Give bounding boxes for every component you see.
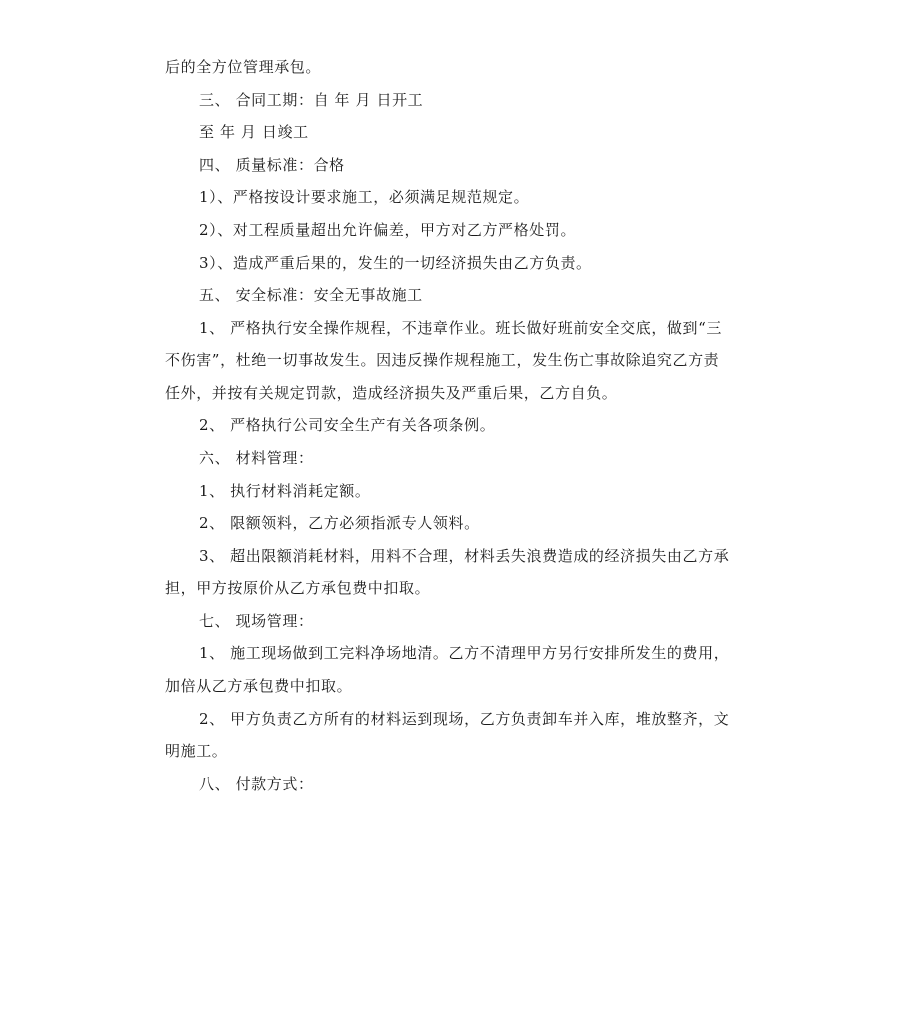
list-item: 3、 超出限额消耗材料，用料不合理，材料丢失浪费造成的经济损失由乙方承 <box>199 547 730 565</box>
section-heading: 六、 材料管理： <box>199 449 314 467</box>
text-line: 担，甲方按原价从乙方承包费中扣取。 <box>165 579 431 597</box>
list-item: 2）、对工程质量超出允许偏差，甲方对乙方严格处罚。 <box>199 221 577 239</box>
section-heading: 七、 现场管理： <box>199 612 314 630</box>
section-heading: 五、 安全标准：安全无事故施工 <box>199 286 423 304</box>
text-line: 至 年 月 日竣工 <box>199 123 309 141</box>
text-line: 任外，并按有关规定罚款，造成经济损失及严重后果，乙方自负。 <box>165 384 618 402</box>
section-heading: 四、 质量标准：合格 <box>199 156 345 174</box>
list-item: 1、 严格执行安全操作规程，不违章作业。班长做好班前安全交底，做到“三 <box>199 319 722 337</box>
list-item: 3）、造成严重后果的，发生的一切经济损失由乙方负责。 <box>199 254 592 272</box>
text-line: 明施工。 <box>165 742 228 760</box>
list-item: 2、 严格执行公司安全生产有关各项条例。 <box>199 416 496 434</box>
text-line: 后的全方位管理承包。 <box>165 58 322 76</box>
text-line: 加倍从乙方承包费中扣取。 <box>165 677 353 695</box>
list-item: 1、 执行材料消耗定额。 <box>199 482 371 500</box>
section-heading: 八、 付款方式： <box>199 775 314 793</box>
text-line: 不伤害”，杜绝一切事故发生。因违反操作规程施工，发生伤亡事故除追究乙方责 <box>165 351 720 369</box>
list-item: 1）、严格按设计要求施工，必须满足规范规定。 <box>199 188 530 206</box>
list-item: 2、 限额领料，乙方必须指派专人领料。 <box>199 514 480 532</box>
list-item: 1、 施工现场做到工完料净场地清。乙方不清理甲方另行安排所发生的费用， <box>199 644 730 662</box>
section-heading: 三、 合同工期：自 年 月 日开工 <box>199 91 424 109</box>
list-item: 2、 甲方负责乙方所有的材料运到现场，乙方负责卸车并入库，堆放整齐，文 <box>199 710 730 728</box>
